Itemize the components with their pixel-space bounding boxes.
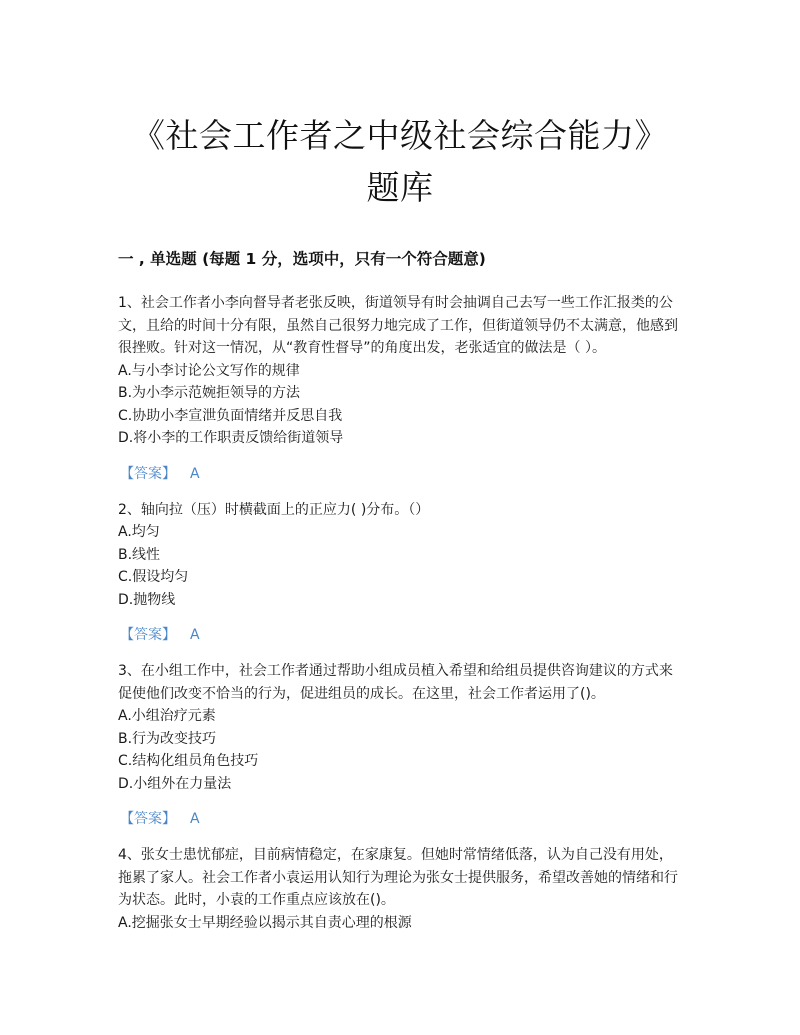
question-list — [118, 292, 684, 934]
answer-row — [120, 624, 684, 646]
document-subtitle: 题库 — [366, 168, 434, 207]
answer-row — [120, 463, 684, 485]
answer-value: A — [190, 811, 200, 827]
question-1 — [118, 292, 684, 485]
answer-value: A — [190, 465, 200, 482]
question-4 — [118, 844, 684, 934]
option-c: C.假设均匀 — [118, 569, 189, 585]
option-a: A.小组治疗元素 — [118, 708, 216, 724]
option-d: D.将小李的工作职责反馈给街道领导 — [118, 430, 344, 446]
option-a: A.均匀 — [118, 524, 160, 540]
question-3 — [118, 660, 684, 830]
option-c: C.协助小李宣泄负面情绪并反思自我 — [118, 407, 343, 424]
question-stem: 4、张女士患忧郁症，目前病情稳定，在家康复。但她时常情绪低落，认为自己没有用处，拖累了家人。社会工作者小袁运用认知行为理论为张女士提供服务，希望改善她的情绪和行为状态。此时，小袁的工作重点应该放在()。 — [118, 847, 678, 908]
question-stem: 1、社会工作者小李向督导者老张反映，街道领导有时会抽调自己去写一些工作汇报类的公文，且给的时间十分有限，虽然自己很努力地完成了工作，但街道领导仍不太满意，他感到很挫败。针对这一情况，从“教育性督导”的角度出发，老张适宜的做法是（ ）。 — [118, 295, 678, 356]
document-title: 《社会工作者之中级社会综合能力》 — [132, 116, 668, 155]
section-heading: 一 , 单选题 (每题 1 分，选项中，只有一个符合题意) — [118, 250, 486, 268]
question-2 — [118, 499, 684, 647]
option-b: B.线性 — [118, 546, 161, 563]
answer-value: A — [190, 627, 200, 643]
question-stem: 2、轴向拉（压）时横截面上的正应力( )分布。（） — [118, 501, 430, 518]
option-a: A.挖掘张女士早期经验以揭示其自责心理的根源 — [118, 914, 412, 931]
option-a: A.与小李讨论公文写作的规律 — [118, 362, 300, 379]
answer-label: 【答案】 — [120, 627, 176, 643]
answer-label: 【答案】 — [120, 811, 176, 827]
option-d: D.抛物线 — [118, 591, 176, 608]
option-c: C.结构化组员角色技巧 — [118, 753, 259, 769]
answer-label: 【答案】 — [120, 465, 176, 482]
answer-row — [120, 808, 684, 830]
option-d: D.小组外在力量法 — [118, 775, 232, 792]
option-b: B.行为改变技巧 — [118, 730, 217, 747]
option-b: B.为小李示范婉拒领导的方法 — [118, 385, 301, 401]
question-stem: 3、在小组工作中，社会工作者通过帮助小组成员植入希望和给组员提供咨询建议的方式来促使他们改变不恰当的行为，促进组员的成长。在这里，社会工作者运用了()。 — [118, 663, 673, 702]
